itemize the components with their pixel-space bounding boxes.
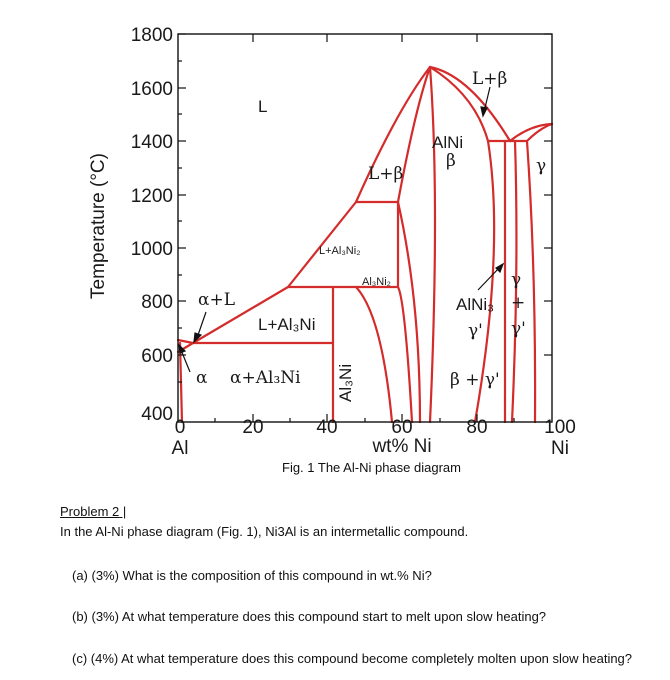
region-gamma-prime-right: γ' <box>511 319 526 339</box>
region-l-plus-al3ni2: L+Al₃Ni₂ <box>319 245 361 257</box>
region-al3ni2: Al₃Ni₂ <box>362 276 391 288</box>
y-tick-label: 1000 <box>130 239 173 260</box>
question-b: (b) (3%) At what temperature does this compound start to melt upon slow heating? <box>72 609 547 624</box>
x-tick-label: 40 <box>316 417 338 438</box>
question-a: (a) (3%) What is the composition of this compound in wt.% Ni? <box>72 568 432 583</box>
x-end-label-al: Al <box>171 438 189 459</box>
region-gamma-mid: γ <box>511 270 522 290</box>
x-tick-label: 0 <box>174 417 186 438</box>
al3ni2-left-boundary <box>356 287 392 422</box>
problem-title-text: Problem 2 <box>60 504 120 519</box>
region-gamma-prime: γ' <box>468 321 483 341</box>
y-tick-label: 1800 <box>130 25 173 46</box>
leader-arrows <box>179 87 503 372</box>
region-alpha-plus-al3ni: α+Al₃Ni <box>230 368 301 388</box>
region-ni3al: AlNi₃ <box>456 295 495 314</box>
region-alpha-plus-l: α+L <box>198 290 236 310</box>
gamma-solvus <box>527 141 535 422</box>
region-beta: β <box>446 151 456 171</box>
axes-frame <box>178 34 552 422</box>
y-tick-labels <box>131 25 173 425</box>
y-tick-label: 800 <box>141 292 173 313</box>
region-alni: AlNi <box>432 133 464 152</box>
region-liquid: L <box>258 97 268 116</box>
region-beta-plus-gamma-prime: β + γ' <box>450 370 500 390</box>
region-gamma-right: γ <box>536 156 547 176</box>
x-tick-label: 80 <box>466 417 488 438</box>
region-al3ni-vertical: Al₃Ni <box>336 363 355 402</box>
x-end-label-ni: Ni <box>551 438 569 459</box>
y-axis-label: Temperature (°C) <box>88 153 109 299</box>
x-tick-label: 20 <box>242 417 264 438</box>
problem-title <box>60 504 126 519</box>
x-ticks <box>215 34 514 422</box>
region-l-plus-al3ni: L+Al₃Ni <box>258 315 316 334</box>
y-tick-label: 600 <box>141 346 173 367</box>
y-tick-label: 1200 <box>130 186 173 207</box>
problem-intro: In the Al-Ni phase diagram (Fig. 1), Ni3Al is an intermetallic compound. <box>60 524 469 539</box>
x-tick-label: 100 <box>544 417 576 438</box>
text-cursor: | <box>119 504 127 519</box>
region-l-plus-beta-left: L+β <box>368 164 404 184</box>
beta-inner-left <box>430 67 435 422</box>
x-axis-label: wt% Ni <box>372 436 432 457</box>
y-tick-label: 400 <box>141 404 173 425</box>
region-alpha: α <box>196 368 208 388</box>
region-plus: + <box>511 293 526 313</box>
x-tick-labels <box>172 417 576 459</box>
y-tick-label: 1400 <box>130 132 173 153</box>
y-tick-label: 1600 <box>130 79 173 100</box>
question-c: (c) (4%) At what temperature does this compound become completely molten upon slow heating? <box>72 651 633 666</box>
x-tick-label: 60 <box>391 417 413 438</box>
figure-caption: Fig. 1 The Al-Ni phase diagram <box>282 460 461 475</box>
region-l-plus-beta-right: L+β <box>472 69 508 89</box>
